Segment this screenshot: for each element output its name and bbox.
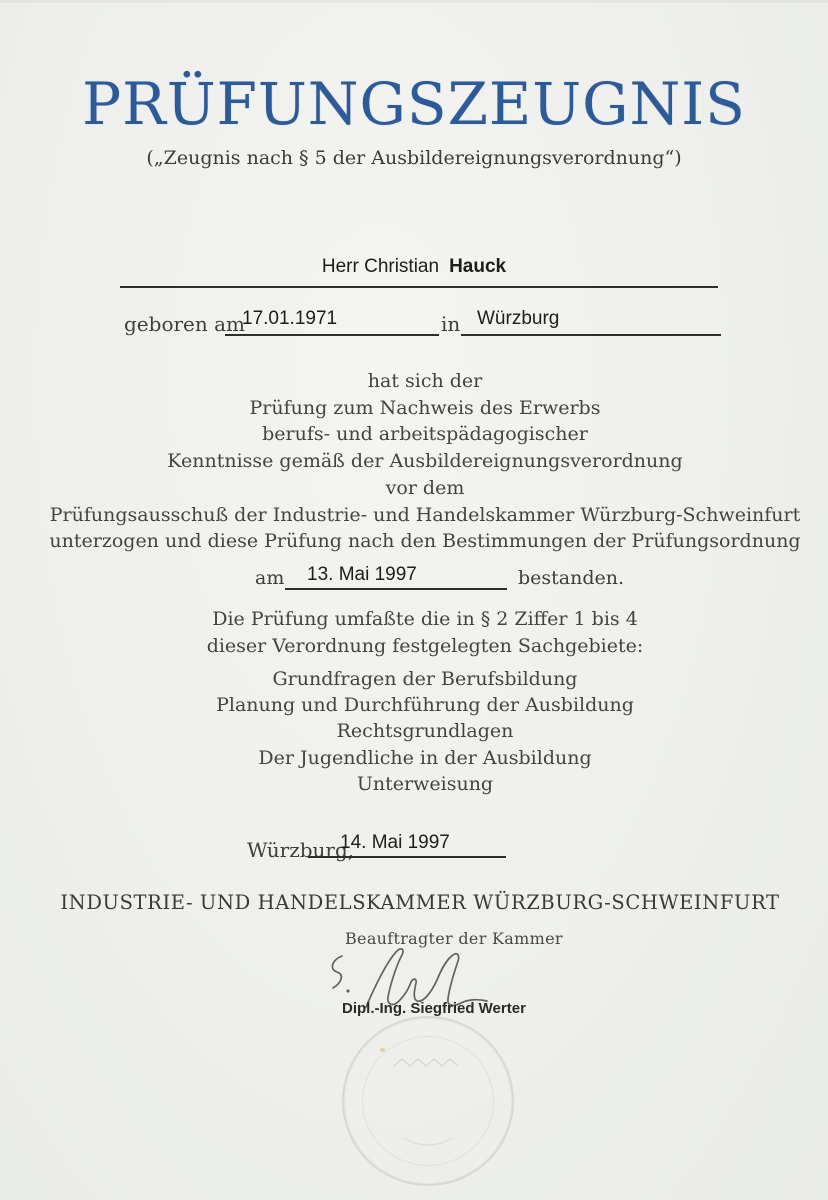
scope-line: Die Prüfung umfaßte die in § 2 Ziffer 1 bis 4: [212, 608, 638, 630]
birth-place-value: Würzburg: [477, 308, 560, 329]
born-label: geboren am: [124, 312, 246, 336]
subject-item: Grundfragen der Berufsbildung: [272, 668, 578, 690]
body-line: Prüfung zum Nachweis des Erwerbs: [249, 396, 601, 419]
birth-date-field: [225, 308, 439, 336]
subject-item: Unterweisung: [356, 772, 494, 795]
exam-date-am-label: am: [255, 567, 285, 589]
issue-place-label: Würzburg,: [247, 838, 355, 862]
paper-speck: [380, 1048, 385, 1052]
body-line: Kenntnisse gemäß der Ausbildereignungsverordnung: [167, 450, 683, 473]
scope-intro: [11, 606, 828, 660]
body-line: berufs- und arbeitspädagogischer: [262, 423, 588, 446]
certificate-title: PRÜFUNGSZEUGNIS: [82, 70, 746, 138]
birth-date-value: 17.01.1971: [242, 308, 338, 329]
body-line: unterzogen und diese Prüfung nach den Bestimmungen der Prüfungsordnung: [49, 530, 801, 553]
body-line: vor dem: [385, 476, 465, 499]
exam-date-value: 13. Mai 1997: [307, 564, 417, 585]
scope-line: dieser Verordnung festgelegten Sachgebiete:: [206, 635, 644, 657]
body-line: hat sich der: [367, 370, 483, 392]
issuer-name: INDUSTRIE- UND HANDELSKAMMER WÜRZBURG-SCHWEINFURT: [60, 891, 780, 914]
name-underline: [120, 286, 718, 288]
subject-item: Rechtsgrundlagen: [336, 720, 514, 743]
body-line: Prüfungsausschuß der Industrie- und Handelskammer Würzburg-Schweinfurt: [49, 503, 801, 526]
body-paragraph: [11, 368, 828, 555]
recipient-surname: Hauck: [449, 256, 507, 277]
signatory-role: Beauftragter der Kammer: [345, 929, 563, 948]
birth-place-field: [461, 308, 721, 336]
embossed-seal-icon: [342, 1016, 514, 1186]
in-label: in: [441, 312, 461, 336]
subject-item: Der Jugendliche in der Ausbildung: [258, 746, 592, 769]
subjects-list: [11, 666, 828, 797]
recipient-name: [0, 256, 828, 278]
issue-date-field: [308, 832, 506, 858]
passed-label: bestanden.: [518, 567, 625, 589]
issue-date-value: 14. Mai 1997: [340, 832, 450, 853]
exam-date-field: [285, 564, 507, 590]
certificate-subtitle: („Zeugnis nach § 5 der Ausbildereignungsverordnung“): [146, 147, 682, 169]
recipient-given-name: Herr Christian: [321, 256, 440, 277]
signatory-name: Dipl.-Ing. Siegfried Werter: [342, 1000, 526, 1017]
subject-item: Planung und Durchführung der Ausbildung: [216, 694, 634, 717]
